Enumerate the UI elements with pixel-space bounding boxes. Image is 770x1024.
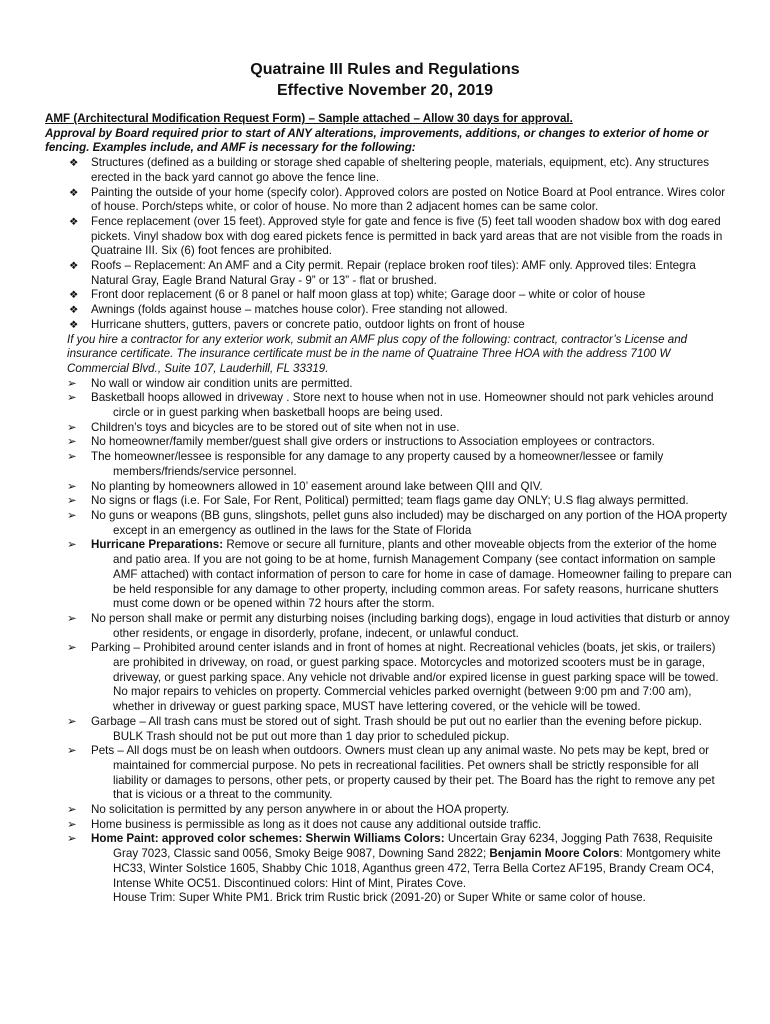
rules-list (45, 377, 735, 906)
arrow-bullet-icon: ➢ (67, 641, 77, 655)
arrow-bullet-icon: ➢ (67, 435, 77, 449)
arrow-bullet-icon: ➢ (67, 391, 77, 405)
rule-item: ➢ No homeowner/family member/guest shall give orders or instructions to Association employees or contractors. (67, 435, 655, 449)
arrow-bullet-icon: ➢ (67, 450, 77, 464)
hurricane-rule (45, 538, 735, 612)
rule-item: ➢ No solicitation is permitted by any person anywhere in or about the HOA property. (67, 803, 510, 817)
rule-item: ➢ The homeowner/lessee is responsible for any damage to any property caused by a homeowner/lessee or family members/friends/service personnel. (67, 450, 664, 478)
amf-item: ❖ Painting the outside of your home (specify color). Approved colors are posted on Notice Board at Pool entrance. Wires color of house. Porch/steps white, or color of house. No more than 2 adjacent homes can be same color. (69, 185, 726, 214)
arrow-bullet-icon: ➢ (67, 803, 77, 817)
amf-item: ❖ Structures (defined as a building or storage shed capable of sheltering people, materials, equipment, etc). Any structures erected in the back yard cannot go above the fence line. (69, 156, 710, 184)
diamond-bullet-icon: ❖ (69, 289, 79, 302)
contractor-note: If you hire a contractor for any exterior work, submit an AMF plus copy of the following: contract, contractor’s License and insurance certificate. The insurance certificate must be in the name of Quatraine Three HOA with the address 7100 W Commercial Blvd., Suite 107, Lauderhill, FL 33319. (67, 332, 688, 375)
approval-heading: Approval by Board required prior to start of ANY alterations, improvements, additions, or changes to exterior of home or fencing. Examples include, and AMF is necessary for the following: (45, 126, 709, 155)
rule-item: ➢ No signs or flags (i.e. For Sale, For Rent, Political) permitted; team flags game day ONLY; U.S flag always permitted. (67, 494, 689, 508)
house-trim-text: House Trim: Super White PM1. Brick trim Rustic brick (2091-20) or Super White or same color of house. (113, 891, 646, 905)
amf-item: ❖ Hurricane shutters, gutters, pavers or concrete patio, outdoor lights on front of house (69, 317, 525, 331)
document-title: Quatraine III Rules and Regulations (250, 61, 520, 78)
amf-item-list (45, 156, 735, 332)
hurricane-text: Remove or secure all furniture, plants and other moveable objects from the exterior of the home and patio area. If you are not going to be at home, furnish Management Company (see contact information on sample AMF attached) with contact information of person to care for home in case of damage. Homeowner failing to prepare can be held responsible for any damage to other property, including common areas. For safety reasons, hurricane shutters must come down or be opened within 72 hours after the storm. (113, 538, 732, 611)
arrow-bullet-icon: ➢ (67, 538, 77, 552)
rule-item: ➢ Home business is permissible as long as it does not cause any additional outside traffic. (67, 817, 542, 831)
rule-item: ➢ Garbage – All trash cans must be stored out of sight. Trash should be put out no earlier than the evening before pickup. BULK Trash should not be put out more than 1 day prior to scheduled pickup. (67, 714, 702, 743)
document-body (45, 112, 735, 906)
arrow-bullet-icon: ➢ (67, 376, 77, 390)
arrow-bullet-icon: ➢ (67, 494, 77, 508)
amf-heading: AMF (Architectural Modification Request Form) – Sample attached – Allow 30 days for approval. (45, 112, 573, 125)
rule-item: ➢ No guns or weapons (BB guns, slingshots, pellet guns also included) may be discharged on any portion of the HOA property except in an emergency as outlined in the laws for the State of Florida (67, 508, 728, 537)
rule-item: ➢ No planting by homeowners allowed in 10’ easement around lake between QIII and QIV. (67, 479, 543, 493)
rule-item: ➢ No wall or window air condition units are permitted. (67, 376, 353, 390)
arrow-bullet-icon: ➢ (67, 479, 77, 493)
arrow-bullet-icon: ➢ (67, 832, 77, 846)
arrow-bullet-icon: ➢ (67, 817, 77, 831)
diamond-bullet-icon: ❖ (69, 304, 79, 317)
rule-item: ➢ Children’s toys and bicycles are to be stored out of site when not in use. (67, 420, 460, 434)
arrow-bullet-icon: ➢ (67, 744, 77, 758)
diamond-bullet-icon: ❖ (69, 186, 79, 199)
amf-item: ❖ Front door replacement (6 or 8 panel or half moon glass at top) white; Garage door – white or color of house (69, 288, 646, 302)
amf-item: ❖ Fence replacement (over 15 feet). Approved style for gate and fence is five (5) feet tall wooden shadow box with dog eared pickets. Vinyl shadow box with dog eared pickets fence is permitted in back yard areas that are not visible from the roads in Quatraine III. Six (6) foot fences are prohibited. (69, 214, 723, 258)
paint-label: Home Paint: approved color schemes: Sherwin Williams Colors: (91, 832, 445, 846)
rule-item: ➢ Basketball hoops allowed in driveway . Store next to house when not in use. Homeowner should not park vehicles around circle or in guest parking when basketball hoops are being used. (67, 391, 714, 420)
amf-item: ❖ Awnings (folds against house – matches house color). Free standing not allowed. (69, 303, 508, 317)
arrow-bullet-icon: ➢ (67, 714, 77, 728)
diamond-bullet-icon: ❖ (69, 157, 79, 170)
paint-colors-sherwin: Uncertain Gray 6234, Jogging Path 7638, Requisite Gray 7023, Classic sand 0056, Smoky Beige 9087, Downing Sand 2822; (113, 832, 713, 861)
diamond-bullet-icon: ❖ (69, 215, 79, 228)
document-effective-date: Effective November 20, 2019 (276, 82, 494, 99)
rule-item: ➢ No person shall make or permit any disturbing noises (including barking dogs), engage in loud activities that disturb or annoy other residents, or engage in disorderly, profane, indecent, or unlawful conduct. (67, 611, 730, 640)
arrow-bullet-icon: ➢ (67, 420, 77, 434)
diamond-bullet-icon: ❖ (69, 318, 79, 331)
rule-item: ➢ Pets – All dogs must be on leash when outdoors. Owners must clean up any animal waste. No pets may be kept, bred or maintained for commercial purpose. No pets in recreational facilities. Pet owners shall be strictly responsible for all liability or damages to persons, other pets, or property caused by their pet. The Board has the right to remove any pet that is vicious or a threat to the community. (67, 744, 715, 802)
amf-item: ❖ Roofs – Replacement: An AMF and a City permit. Repair (replace broken roof tiles): AMF only. Approved tiles: Entegra Natural Gray, Eagle Brand Natural Gray - 9” or 13” - flat or brushed. (69, 259, 696, 287)
arrow-bullet-icon: ➢ (67, 508, 77, 522)
rule-item: ➢ Parking – Prohibited around center islands and in front of homes at night. Recreational vehicles (boats, jet skis, or trailers) are prohibited in driveway, on road, or guest parking space. Motorcycles and motorized scooters must be in garage, driveway, or guest parking space. Any vehicle not drivable and/or expired license in guest parking space will be towed. No major repairs to vehicles on property. Commercial vehicles parked overnight (between 9:00 pm and 7:00 am), whether in driveway or guest parking space, MUST have lettering covered, or the vehicle will be towed. (67, 641, 719, 714)
benjamin-moore-label: Benjamin Moore Colors (489, 847, 620, 861)
hurricane-label: Hurricane Preparations: (91, 538, 224, 552)
paint-colors-benjamin: : Montgomery white HC33, Winter Solstice 1605, Shabby Chic 1018, Aganthus green 472, Terra Bella Cortez AF195, Brandy Cream OC4, Intense White OC51. Discontinued colors: Hint of Mint, Pirates Cove. (113, 847, 721, 890)
diamond-bullet-icon: ❖ (69, 260, 79, 273)
arrow-bullet-icon: ➢ (67, 611, 77, 625)
paint-rule (45, 832, 735, 906)
